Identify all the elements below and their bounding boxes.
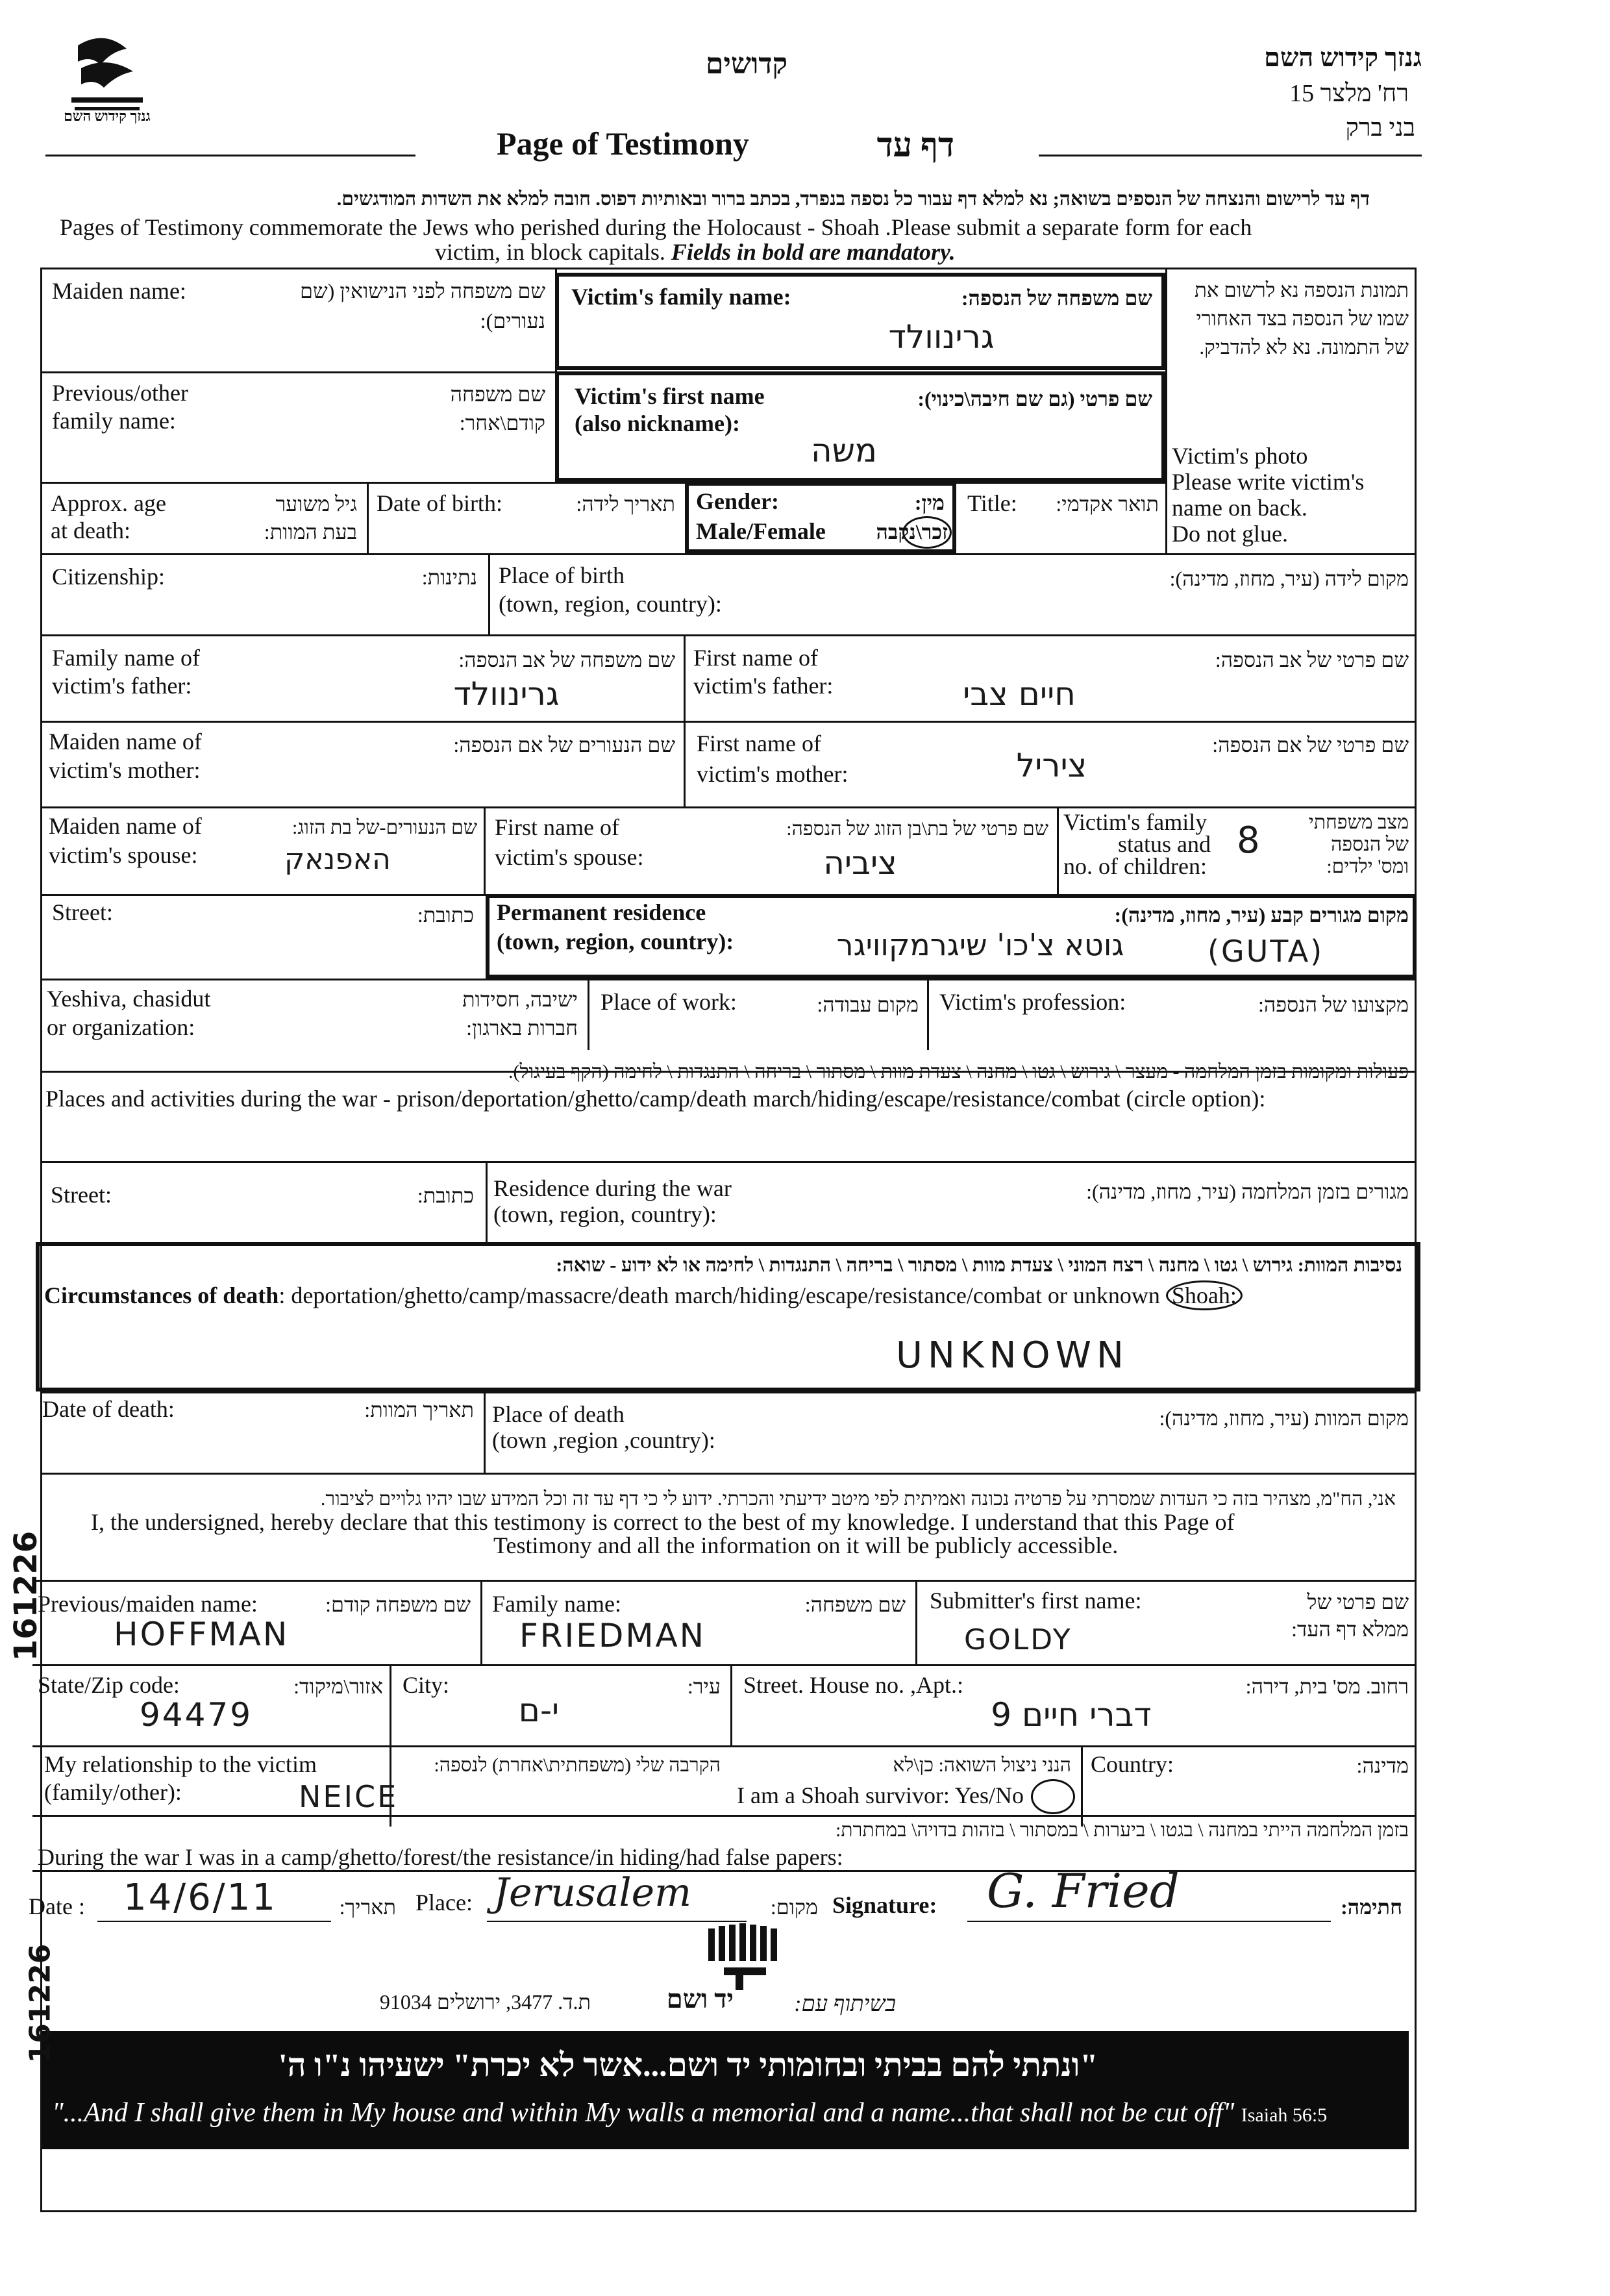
date-value[interactable]: 14/6/11 [123, 1877, 277, 1919]
city-label: City: [402, 1672, 450, 1698]
archive-street: רח' מלצר 15 [1289, 80, 1409, 107]
father-first-label-1: First name of [693, 645, 818, 671]
work-label-he: מקום עבודה: [817, 993, 919, 1016]
victim-first-name-value[interactable]: משה [810, 432, 878, 469]
age-label-1: Approx. age [51, 490, 166, 516]
citizenship-label-he: נתינות: [421, 566, 477, 589]
relationship-value[interactable]: NEICE [299, 1779, 399, 1814]
family-status-label-1: Victim's family [1063, 809, 1208, 835]
submitter-prev-name-label: Previous/maiden name: [38, 1591, 258, 1617]
war-street-label: Street: [51, 1182, 112, 1208]
zip-value[interactable]: 94479 [140, 1696, 253, 1734]
residence-label-2: (town, region, country): [497, 929, 734, 955]
quote-ref: Isaiah 56:5 [1241, 2104, 1328, 2126]
divider [588, 979, 589, 1050]
war-places-he: פעולות ומקומות בזמן המלחמה - מעצר \ גירוש \ גטו \ מחנה \ צעדת מוות \ מסתור \ בריחה \ התנגדות \ לחימה (הקף בעיגול). [508, 1061, 1409, 1082]
yad-vashem-name-he: יד ושם [666, 1984, 734, 2014]
archive-stamp-number-lower: 161226 [23, 1943, 57, 2064]
pob-label-he: מקום לידה (עיר, מחוז, מדינה): [1169, 567, 1409, 590]
spouse-first-label-he: שם פרטי של בת\בן הזוג של הנספה: [786, 818, 1048, 840]
quote-he: "ונתתי להם בביתי ובחומותי יד ושם...אשר לא יכרת" ישעיהו נ"ו ה' [278, 2047, 1098, 2083]
dod-label-he: תאריך המוות: [364, 1398, 474, 1421]
divider [1057, 806, 1059, 894]
header-left-rule [45, 155, 415, 156]
spouse-maiden-value[interactable]: האפנאק [284, 843, 391, 876]
pob-label-2: (town, region, country): [499, 591, 722, 617]
declaration-he: אני, הח"מ, מצהיר בזה כי העדות שמסרתי על פרטיה נכונה ואמיתית לפי מיטב ידיעתי והכרתי. ידוע לי כי דף עד זה וכל המידע שבו יהיו גלויים לציבור. [320, 1488, 1396, 1510]
yad-vashem-logo [704, 1922, 782, 1993]
father-first-label-he: שם פרטי של אב הנספה: [1215, 648, 1409, 671]
partner-label-he: בשיתוף עם: [794, 1992, 896, 2016]
logo-caption: גנזך קידוש השם [64, 108, 151, 124]
instructions-en-bold: Fields in bold are mandatory. [671, 239, 956, 265]
divider [1165, 268, 1167, 482]
father-family-value[interactable]: גרינוולד [453, 675, 560, 713]
children-count-value[interactable]: 8 [1237, 819, 1262, 862]
circumstances-he: נסיבות המוות: גירוש \ גטו \ מחנה \ רצח המוני \ צעדת מוות \ מסתור \ בריחה \ התנגדות \ לחימה או לא ידוע - שואה: [556, 1254, 1402, 1276]
spouse-maiden-label-1: Maiden name of [49, 813, 202, 839]
victim-first-name-label-he: שם פרטי (גם שם חיבה\כינוי): [917, 387, 1152, 410]
street-address-label-he: רחוב. מס' בית, דירה: [1245, 1675, 1409, 1698]
page-title-he: דף עד [876, 127, 954, 164]
maiden-name-label: Maiden name: [52, 278, 186, 304]
divider [484, 1391, 486, 1473]
divider [488, 553, 490, 634]
photo-label-1: Victim's photo [1172, 443, 1308, 469]
instructions-en-2: victim, in block capitals. [435, 239, 665, 265]
submitter-prev-name-label-he: שם משפחה קודם: [325, 1593, 471, 1616]
pod-label-2: (town ,region ,country): [492, 1427, 715, 1453]
relationship-label-2: (family/other): [44, 1779, 182, 1805]
circumstances-en-bold: Circumstances of death [44, 1282, 279, 1308]
photo-label-4: Do not glue. [1172, 521, 1288, 547]
quote-en-line [52, 2096, 1327, 2132]
relationship-label-1: My relationship to the victim [44, 1751, 317, 1777]
divider [730, 1664, 732, 1745]
family-status-label-he-3: ומס' ילדים: [1326, 856, 1409, 877]
victim-family-name-value[interactable]: גרינוולד [888, 318, 995, 356]
yad-vashem-address-he: ת.ד. 3477, ירושלים 91034 [379, 1990, 591, 2014]
residence-value-he[interactable]: גוטא צ'כו' שיגרמקוויגר [836, 927, 1124, 962]
zip-label: State/Zip code: [38, 1672, 180, 1698]
instructions-en-1: Pages of Testimony commemorate the Jews who perished during the Holocaust - Shoah .Please submit a separate form for each [60, 214, 1252, 240]
divider [486, 1161, 488, 1242]
spouse-first-label-1: First name of [495, 814, 619, 840]
divider [484, 806, 486, 894]
prev-name-label-he-2: קודם\אחר: [459, 411, 545, 434]
photo-label-2: Please write victim's [1172, 469, 1365, 495]
divider [367, 482, 369, 553]
pob-label-1: Place of birth [499, 562, 625, 588]
circumstances-en-rest: : deportation/ghetto/camp/massacre/death march/hiding/escape/resistance/combat or unknown [279, 1282, 1160, 1308]
quote-en: "...And I shall give them in My house and within My walls a memorial and a name...that shall not be cut off" [52, 2098, 1235, 2128]
prev-name-label-2: family name: [52, 408, 176, 434]
victim-family-name-label: Victim's family name: [571, 284, 791, 310]
war-residence-label-he: מגורים בזמן המלחמה (עיר, מחוז, מדינה): [1086, 1180, 1409, 1203]
residence-value-en[interactable]: (GUTA) [1208, 934, 1324, 969]
prev-name-label-1: Previous/other [52, 380, 188, 406]
zip-label-he: אזור\מיקוד: [293, 1675, 383, 1698]
profession-label: Victim's profession: [939, 989, 1126, 1015]
date-label: Date : [29, 1893, 85, 1919]
father-family-label-2: victim's father: [52, 673, 192, 699]
divider [32, 1580, 1417, 1582]
submitter-first-name-label: Submitter's first name: [930, 1588, 1142, 1614]
divider [40, 634, 1417, 636]
gender-label-he-2: זכר\נקבה [876, 520, 948, 543]
father-family-label-he: שם משפחה של אב הנספה: [458, 648, 675, 671]
mother-first-label-1: First name of [697, 730, 821, 756]
shoah-circled-option[interactable]: Shoah: [1166, 1280, 1243, 1310]
dod-label: Date of death: [42, 1396, 175, 1422]
circumstances-value[interactable]: UNKNOWN [896, 1334, 1129, 1377]
pod-label-1: Place of death [492, 1401, 625, 1427]
spouse-maiden-label-2: victim's spouse: [49, 842, 198, 868]
photo-label-3: name on back. [1172, 495, 1307, 521]
submitter-prev-name-value[interactable]: HOFFMAN [114, 1616, 290, 1653]
divider [40, 721, 1417, 723]
declaration-en-1: I, the undersigned, hereby declare that this testimony is correct to the best of my knowledge. I understand that this Page of [91, 1509, 1235, 1535]
divider [32, 1745, 1417, 1747]
header-right-rule [1039, 155, 1422, 156]
divider [40, 1391, 1417, 1393]
father-first-label-2: victim's father: [693, 673, 834, 699]
wartime-location-label: During the war I was in a camp/ghetto/forest/the resistance/in hiding/had false papers: [38, 1844, 843, 1870]
city-value[interactable]: י-ם [518, 1691, 560, 1729]
dob-label-he: תאריך לידה: [576, 492, 675, 516]
signature-underline [967, 1921, 1331, 1922]
place-label: Place: [415, 1890, 473, 1915]
submitter-first-name-label-he-1: שם פרטי של [1307, 1590, 1409, 1614]
submitter-family-name-value[interactable]: FRIEDMAN [519, 1617, 706, 1654]
profession-label-he: מקצועו של הנספה: [1257, 993, 1409, 1016]
spouse-maiden-label-he: שם הנעורים-של בת הזוג: [292, 817, 477, 838]
relationship-label-he: הקרבה שלי (משפחתית\אחרת) לנספה: [434, 1754, 721, 1776]
victim-family-name-label-he: שם משפחה של הנספה: [961, 286, 1152, 310]
divider [480, 1580, 482, 1664]
age-label-2: at death: [51, 518, 130, 543]
residence-label-he: מקום מגורים קבע (עיר, מחוז, מדינה): [1114, 903, 1409, 927]
city-label-he: עיר: [687, 1675, 721, 1698]
street-label-he: כתובת: [417, 903, 474, 927]
victim-first-name-label-2: (also nickname): [575, 410, 740, 436]
submitter-first-name-value[interactable]: GOLDY [964, 1623, 1072, 1656]
gender-label-he-1: מין: [914, 491, 945, 514]
age-label-he-1: גיל משוער [275, 492, 357, 516]
signature-value[interactable]: G. Fried [987, 1864, 1180, 1918]
spouse-first-value[interactable]: ציביה [823, 844, 897, 882]
date-label-he: תאריך: [339, 1895, 396, 1919]
divider [32, 1815, 1417, 1817]
submitter-family-name-label: Family name: [492, 1591, 621, 1617]
divider [915, 1580, 917, 1664]
prev-name-label-he-1: שם משפחה [450, 382, 545, 406]
street-address-value[interactable]: דברי חיים 9 [991, 1696, 1152, 1734]
divider [32, 1870, 1417, 1872]
divider [40, 1161, 1417, 1163]
divider [40, 1473, 1417, 1475]
header-center-hebrew: קדושים [705, 48, 788, 80]
pod-label-he: מקום המוות (עיר, מחוז, מדינה): [1159, 1406, 1409, 1430]
archive-city: בני ברק [1345, 114, 1415, 142]
gender-label-1: Gender: [696, 488, 779, 514]
survivor-label: I am a Shoah survivor: Yes/No [737, 1782, 1024, 1808]
survivor-no-circle[interactable] [1031, 1779, 1075, 1814]
residence-label-1: Permanent residence [497, 899, 706, 925]
war-residence-label-2: (town, region, country): [493, 1201, 717, 1227]
citizenship-label: Citizenship: [52, 564, 165, 590]
survivor-label-he: הנני ניצול השואה: כן\לא [893, 1754, 1071, 1776]
divider [927, 979, 929, 1050]
title-label-he: תואר אקדמי: [1056, 492, 1159, 516]
yeshiva-label-he-2: חברות בארגון: [466, 1016, 578, 1040]
mother-first-value[interactable]: ציריל [1016, 747, 1087, 784]
mother-maiden-label-he: שם הנעורים של אם הנספה: [453, 733, 675, 756]
victim-first-name-label-1: Victim's first name [575, 383, 765, 409]
instructions-he: דף עד לרישום והנצחה של הנספים בשואה; נא למלא דף עבור כל נספה בנפרד, בכתב ברור ובאותיות דפוס. חובה למלא את השדות המודגשים. [336, 188, 1370, 210]
archive-name: גנזך קידוש השם [1264, 43, 1422, 72]
place-value[interactable]: Jerusalem [493, 1870, 692, 1915]
page-title-en: Page of Testimony [497, 125, 749, 162]
mother-first-label-2: victim's mother: [697, 761, 848, 787]
declaration-en-2: Testimony and all the information on it will be publicly accessible. [493, 1532, 1119, 1558]
divider [40, 806, 1417, 808]
mother-first-label-he: שם פרטי של אם הנספה: [1212, 733, 1409, 756]
family-status-label-he-1: מצב משפחתי [1308, 812, 1409, 833]
age-label-he-2: בעת המוות: [264, 520, 357, 543]
signature-label: Signature: [832, 1892, 937, 1918]
family-status-label-3: no. of children: [1063, 853, 1207, 879]
divider [40, 979, 1417, 980]
archive-stamp-number: 161226 [8, 1530, 45, 1662]
wartime-location-label-he: בזמן המלחמה הייתי במחנה \ בגטו \ ביערות \ במסתור \ בזהות בדויה\ במחתרת: [835, 1819, 1409, 1841]
mother-maiden-label-2: victim's mother: [49, 757, 201, 783]
family-status-label-he-2: של הנספה [1331, 834, 1409, 855]
dob-label: Date of birth: [377, 490, 502, 516]
yeshiva-label-2: or organization: [47, 1014, 195, 1040]
father-first-value[interactable]: חיים צבי [963, 675, 1076, 713]
country-label: Country: [1091, 1751, 1174, 1777]
circumstances-en-line [44, 1282, 1243, 1308]
work-label: Place of work: [601, 989, 737, 1015]
family-status-label-2: status and [1118, 831, 1211, 857]
spouse-first-label-2: victim's spouse: [495, 844, 644, 870]
divider [40, 553, 1417, 555]
war-street-label-he: כתובת: [417, 1184, 474, 1207]
submitter-family-name-label-he: שם משפחה: [804, 1593, 906, 1616]
yeshiva-label-1: Yeshiva, chasidut [47, 986, 211, 1012]
title-label: Title: [967, 490, 1017, 516]
date-underline [97, 1921, 331, 1922]
street-address-label: Street. House no. ,Apt.: [743, 1672, 963, 1698]
place-label-he: מקום: [770, 1895, 818, 1919]
maiden-name-label-he: שם משפחה לפני הנישואין (שם נעורים): [300, 279, 545, 332]
street-label: Street: [52, 899, 113, 925]
yeshiva-label-he-1: ישיבה, חסידות [462, 988, 578, 1011]
photo-instructions-he: תמונת הנספה נא לרשום את שמו של הנספה בצד האחורי של התמונה. נא לא להדביק. [1195, 279, 1409, 358]
divider [32, 1664, 1417, 1666]
signature-label-he: חתימה: [1341, 1895, 1402, 1919]
divider [1165, 482, 1167, 553]
submitter-first-name-label-he-2: ממלא דף העד: [1291, 1617, 1409, 1641]
gender-label-2: Male/Female [696, 518, 826, 544]
gender-male-circle[interactable] [902, 516, 952, 549]
divider [40, 482, 1165, 484]
war-places-en: Places and activities during the war - prison/deportation/ghetto/camp/death march/hiding/escape/resistance/combat (circle option): [45, 1086, 1266, 1112]
mother-maiden-label-1: Maiden name of [49, 729, 202, 755]
father-family-label-1: Family name of [52, 645, 200, 671]
war-residence-label-1: Residence during the war [493, 1175, 732, 1201]
instructions-en-2-wrap [435, 239, 956, 265]
country-label-he: מדינה: [1356, 1754, 1409, 1777]
